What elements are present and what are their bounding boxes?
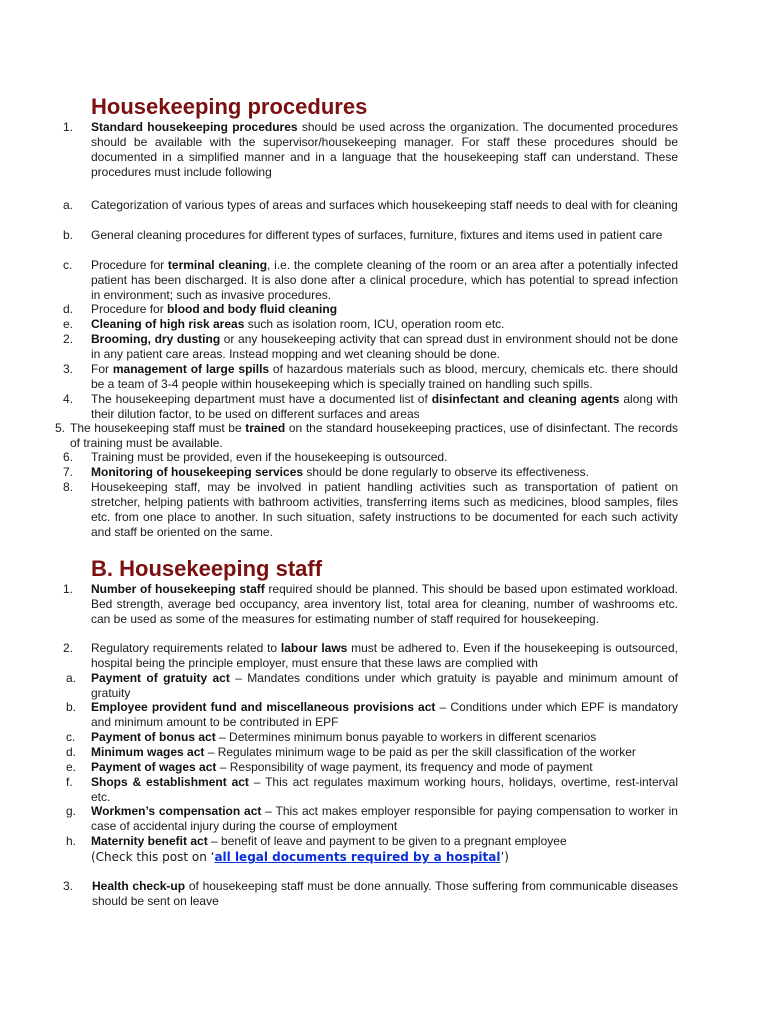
list-item-text [91, 120, 678, 180]
list-item-text [91, 775, 678, 805]
text-run: – Responsibility of wage payment, its frequency and mode of payment [216, 760, 593, 774]
text-run: – Regulates minimum wage to be paid as per the skill classification of the worker [204, 745, 636, 759]
list-item-text [91, 332, 678, 362]
bold-term: Cleaning of high risk areas [91, 317, 245, 331]
list-item-text [91, 465, 678, 480]
list-item-text [91, 804, 678, 834]
list-marker: c. [63, 258, 73, 272]
text-run: Procedure for [91, 302, 168, 316]
text-run: For [91, 362, 113, 376]
list-item-text [91, 302, 678, 317]
text-run: – benefit of leave and payment to be given to a pregnant employee [207, 834, 567, 848]
list-marker: c. [66, 730, 76, 744]
list-item-text [91, 730, 678, 745]
health-checkup-text: of housekeeping staff must be done annually. Those suffering from communicable diseases should be sent on leave [92, 879, 678, 908]
list-marker: e. [66, 760, 77, 774]
bold-term: trained [245, 421, 286, 435]
list-marker: e. [63, 317, 74, 331]
bold-term: Minimum wages act [91, 745, 205, 759]
bold-term: Payment of gratuity act [91, 671, 230, 685]
text-run: The housekeeping staff must be [70, 421, 246, 435]
list-item-text [91, 582, 678, 627]
text-run: of hazardous materials such as blood, mercury, chemicals etc. there should be a team of 3-4 people within housekeeping which is specially trained on handling such spills. [91, 362, 678, 391]
list-marker: 4. [63, 392, 74, 406]
list-item-text [91, 700, 678, 730]
bold-term: Payment of bonus act [91, 730, 216, 744]
list-item-text [91, 362, 678, 392]
list-item-text [91, 745, 678, 760]
list-item-text [91, 641, 678, 671]
list-item-text [91, 834, 678, 849]
text-run: General cleaning procedures for different types of surfaces, furniture, fixtures and items used in patient care [91, 228, 663, 242]
text-run: Procedure for [91, 258, 168, 272]
list-marker: f. [66, 775, 73, 789]
list-item-text [91, 198, 678, 213]
check-post-suffix: ’) [500, 850, 509, 864]
text-run: – Conditions under which EPF is mandatory and minimum amount to be contributed in EPF [91, 700, 678, 729]
list-marker: 3. [63, 879, 74, 893]
list-marker: b. [63, 228, 74, 242]
bold-term: Payment of wages act [91, 760, 217, 774]
text-run: – This act regulates maximum working hours, holidays, overtime, rest-interval etc. [91, 775, 679, 804]
bold-term: Workmen’s compensation act [91, 804, 262, 818]
text-run: should be done regularly to observe its effectiveness. [303, 465, 589, 479]
heading-housekeeping-procedures: Housekeeping procedures [91, 94, 368, 119]
text-run: must be adhered to. Even if the housekeeping is outsourced, hospital being the principle employer, must ensure that these laws are complied with [91, 641, 678, 670]
legal-documents-link[interactable]: all legal documents required by a hospital [214, 850, 501, 864]
text-run: – This act makes employer responsible for paying compensation to worker in case of accidental injury during the course of employment [91, 804, 678, 833]
bold-term: Employee provident fund and miscellaneous provisions act [91, 700, 436, 714]
list-marker: 7. [63, 465, 74, 479]
bold-term: blood and body fluid cleaning [167, 302, 338, 316]
health-checkup-bold: Health check-up [92, 879, 186, 893]
list-item-text [91, 450, 678, 465]
text-run: such as isolation room, ICU, operation room etc. [244, 317, 505, 331]
text-run: along with their dilution factor, to be used on different surfaces and areas [91, 392, 678, 421]
list-item-text [91, 392, 678, 422]
bold-term: disinfectant and cleaning agents [431, 392, 620, 406]
list-item-text [91, 480, 678, 540]
list-marker: 1. [63, 582, 74, 596]
list-marker: 2. [63, 641, 74, 655]
bold-term: Brooming, dry dusting [91, 332, 221, 346]
list-marker: d. [63, 302, 74, 316]
text-run: should be used across the organization. The documented procedures should be available with the supervisor/housekeeping manager. For staff these procedures should be documented in a simplified manner and in a language that the housekeeping staff can understand. These procedures must include following [91, 120, 678, 179]
list-item-text [91, 671, 678, 701]
list-marker: 3. [63, 362, 74, 376]
bold-term: management of large spills [112, 362, 270, 376]
list-marker: 2. [63, 332, 74, 346]
text-run: Categorization of various types of areas and surfaces which housekeeping staff needs to deal with for cleaning [91, 198, 678, 212]
heading-housekeeping-staff: B. Housekeeping staff [91, 556, 323, 581]
bold-term: Monitoring of housekeeping services [91, 465, 304, 479]
list-marker: 6. [63, 450, 74, 464]
bold-term: Standard housekeeping procedures [91, 120, 298, 134]
text-run: The housekeeping department must have a documented list of [91, 392, 432, 406]
list-marker: a. [63, 198, 74, 212]
list-item-text [70, 421, 678, 451]
text-run: , i.e. the complete cleaning of the room or an area after a potentially infected patient has been discharged. It is also done after a clinical procedure, which has potential to spread infection in environment; such as invasive procedures. [91, 258, 679, 302]
list-marker: d. [66, 745, 77, 759]
bold-term: labour laws [280, 641, 348, 655]
text-run: or any housekeeping activity that can spread dust in environment should not be done in any patient care areas. Instead mopping and wet cleaning should be done. [91, 332, 678, 361]
text-run: – Mandates conditions under which gratuity is payable and minimum amount of gratuity [91, 671, 679, 700]
text-run: required should be planned. This should be based upon estimated workload. Bed strength, average bed occupancy, area inventory list, total area for cleaning, number of washrooms etc. can be used as some of the measures for estimating number of staff required for housekeeping. [91, 582, 679, 626]
list-item-text [91, 760, 678, 775]
text-run: Regulatory requirements related to [91, 641, 281, 655]
list-marker: 5. [55, 421, 66, 435]
bold-term: Shops & establishment act [91, 775, 249, 789]
check-post-prefix: (Check this post on ‘ [91, 850, 215, 864]
list-marker: h. [66, 834, 77, 848]
list-item-text [91, 317, 678, 332]
text-run: Housekeeping staff, may be involved in patient handling activities such as transportation of patient on stretcher, helping patients with bathroom activities, transferring items such as medicines, blood samples, files etc. from one place to another. In such situation, safety instructions to be documented for each such activity and staff be oriented on the same. [91, 480, 678, 539]
list-item-text [91, 228, 678, 243]
text-run: on the standard housekeeping practices, use of disinfectant. The records of training must be available. [70, 421, 678, 450]
list-marker: b. [66, 700, 77, 714]
list-item-text [91, 258, 678, 303]
list-marker: a. [66, 671, 77, 685]
bold-term: terminal cleaning [167, 258, 268, 272]
bold-term: Maternity benefit act [91, 834, 208, 848]
text-run: Training must be provided, even if the housekeeping is outsourced. [91, 450, 448, 464]
bold-term: Number of housekeeping staff [91, 582, 265, 596]
list-marker: 1. [63, 120, 74, 134]
list-marker: g. [66, 804, 77, 818]
list-marker: 8. [63, 480, 74, 494]
text-run: – Determines minimum bonus payable to workers in different scenarios [215, 730, 597, 744]
